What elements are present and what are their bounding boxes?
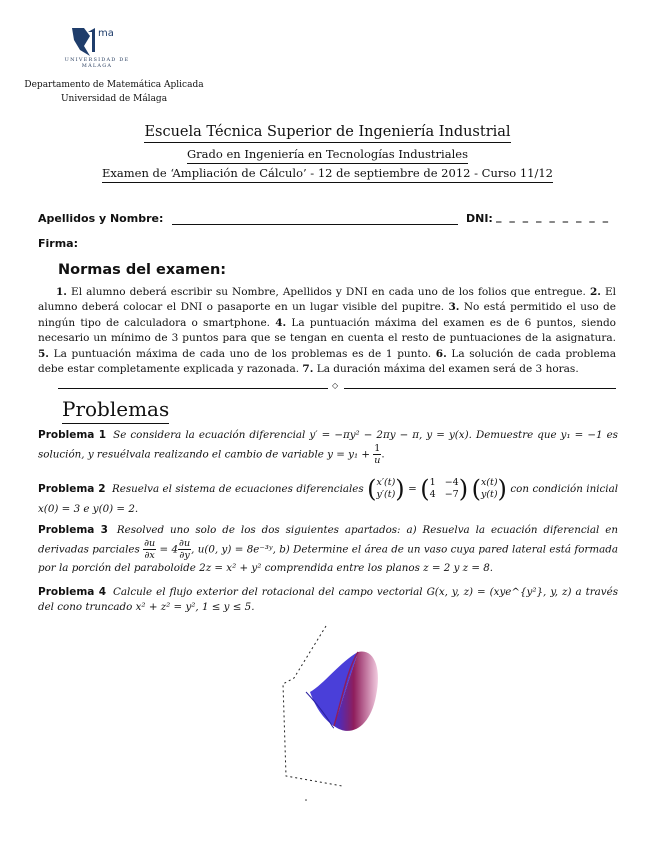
problem-3-label: Problema 3 <box>38 524 108 536</box>
problem-2: Problema 2 Resuelva el sistema de ecuaciones diferenciales (x′(t) y′(t)) = (1 −4 4 −7) (x(t) y(t)) con condición inicial x(0) = 3 e y(0) = 2. <box>38 475 618 515</box>
problem-3: Problema 3 Resolved uno solo de los dos siguientes apartados: a) Resuelva la ecuación diferencial en derivadas parciales $\frac{\partial u}{\partial x}$ = 4 $\frac{\partial u}{\partial y}$ , u(0, y) = 8e⁻³ʸ, b) Determine el área de un vaso cuya pared lateral está formada por la porción del paraboloide 2z = x² + y² comprendida entre los planos z = 2 y z = 8. <box>38 524 619 574</box>
problem-4: Problema 4 Calcule el flujo exterior del rotacional del campo vectorial G(x, y, z) = (xye^{y²}, y, z) a través del cono truncado x² + z² = y², 1 ≤ y ≤ 5. <box>38 586 618 613</box>
exam-title: Examen de ‘Ampliación de Cálculo’ - 12 de septiembre de 2012 - Curso 11/12 <box>0 166 655 183</box>
cone-figure <box>270 618 400 803</box>
problem-1: Problema 1 Se considera la ecuación diferencial y′ = −πy² − 2πy − π, y = y(x). Demuestre que y₁ = −1 es solución, y resuélvala realizando el cambio de variable y = y₁ + $\frac{1}{u}$ . <box>38 429 618 466</box>
department-name: Departamento de Matemática Aplicada <box>24 80 204 90</box>
rules-paragraph: 1. El alumno deberá escribir su Nombre, Apellidos y DNI en cada uno de los folios que entregue. 2. El alumno deberá colocar el DNI o pasaporte en un lugar visible del pupitre. 3. No está permitido el uso de ningún tipo de calculadora o smartphone. 4. La puntuación máxima del examen es de 6 puntos, siendo necesario un mínimo de 3 puntos para que se tengan en cuenta el resto de puntuaciones de la asignatura. 5. La puntuación máxima de cada uno de los problemas es de 1 punto. 6. La solución de cada problema debe estar completamente explicada y razonada. 7. La duración máxima del examen será de 3 horas. <box>38 286 617 376</box>
name-label: Apellidos y Nombre: <box>38 212 164 225</box>
problems-title: Problemas <box>62 397 169 424</box>
problem-2-label: Problema 2 <box>38 483 106 495</box>
dni-blank[interactable]: _ _ _ _ _ _ _ _ _ <box>496 210 611 223</box>
logo-mark: ma <box>98 28 114 39</box>
logo-subtext: UNIVERSIDAD DE MÁLAGA <box>64 57 130 69</box>
divider-left <box>58 388 328 389</box>
school-title: Escuela Técnica Superior de Ingeniería Industrial <box>0 124 655 143</box>
university-name: Universidad de Málaga <box>60 94 168 104</box>
problem-4-label: Problema 4 <box>38 586 107 598</box>
degree-title: Grado en Ingeniería en Tecnologías Industriales <box>0 147 655 164</box>
name-line[interactable] <box>172 224 458 225</box>
divider-right <box>344 388 616 389</box>
problem-1-label: Problema 1 <box>38 429 107 441</box>
department-block <box>24 78 204 106</box>
dni-label: DNI: <box>466 212 493 225</box>
divider-symbol: ◇ <box>332 381 339 390</box>
signature-label: Firma: <box>38 237 78 250</box>
rules-heading: Normas del examen: <box>58 262 227 278</box>
